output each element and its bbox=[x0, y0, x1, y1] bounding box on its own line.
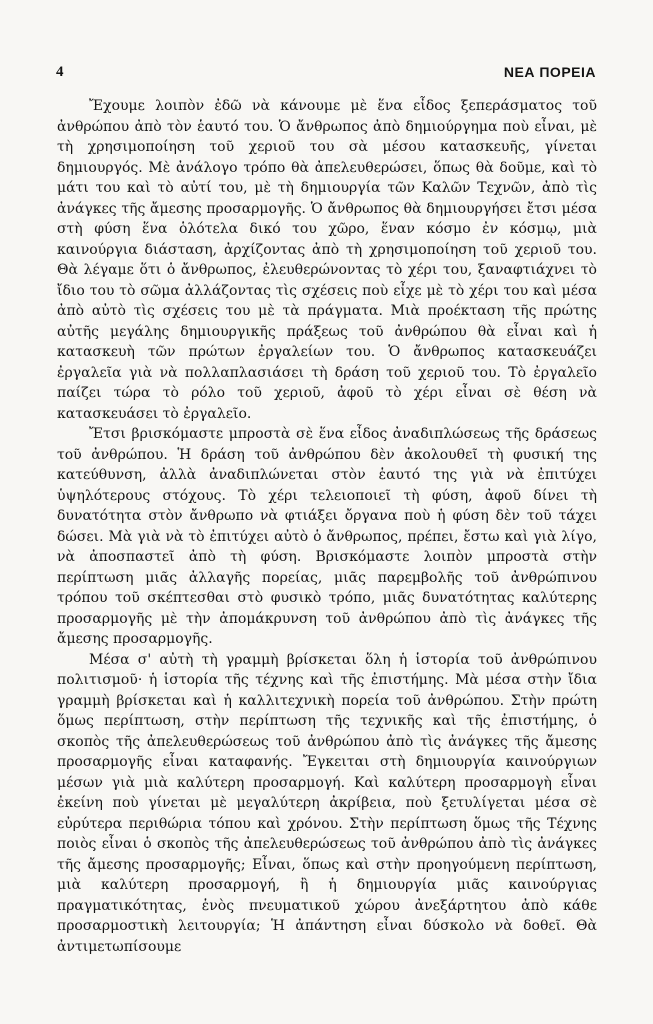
page-header bbox=[56, 64, 596, 84]
journal-title: ΝΕΑ ΠΟΡΕΙΑ bbox=[503, 64, 596, 80]
page-number: 4 bbox=[56, 64, 64, 80]
article-body bbox=[57, 96, 597, 957]
paragraph: Μέσα σ' αὐτὴ τὴ γραμμὴ βρίσκεται ὅλη ἡ ἱστορία τοῦ ἀνθρώπινου πολιτισμοῦ· ἡ ἱστορία τῆς τέχνης καὶ τῆς ἐπιστήμης. Μὰ μέσα στὴν ἴδια γραμμὴ βρίσκεται καὶ ἡ καλλιτεχνικὴ πορεία τοῦ ἀνθρώπου. Στὴν πρώτη ὅμως περίπτωση, στὴν περίπτωση τῆς τεχνικῆς καὶ τῆς ἐπιστήμης, ὁ σκοπὸς τῆς ἀπελευθερώσεως τοῦ ἀνθρώπου ἀπὸ τὶς ἀνάγκες τῆς ἄμεσης προσαρμογῆς εἶναι καταφανής. Ἔγκειται στὴ δημιουργία καινούργιων μέσων γιὰ μιὰ καλύτερη προσαρμογή. Καὶ καλύτερη προσαρμογὴ εἶναι ἐκείνη ποὺ γίνεται μὲ μεγαλύτερη ἀκρίβεια, ποὺ ξετυλίγεται μέσα σὲ εὐρύτερα περιθώρια τόπου καὶ χρόνου. Στὴν περίπτωση ὅμως τῆς Τέχνης ποιὸς εἶναι ὁ σκοπὸς τῆς ἀπελευθερώσεως τοῦ ἀνθρώπου ἀπὸ τὶς ἀνάγκες τῆς ἄμεσης προσαρμογῆς; Εἶναι, ὅπως καὶ στὴν προηγούμενη περίπτωση, μιὰ καλύτερη προσαρμογή, ἢ ἡ δημιουργία μιᾶς καινούργιας πραγματικότητας, ἑνὸς πνευματικοῦ χώρου ἀνεξάρτητου ἀπὸ κάθε προσαρμοστικὴ λειτουργία; Ἡ ἀπάντηση εἶναι δύσκολο νὰ δοθεῖ. Θὰ ἀντιμετωπίσουμε bbox=[57, 651, 597, 955]
paragraph: Ἔχουμε λοιπὸν ἐδῶ νὰ κάνουμε μὲ ἕνα εἶδος ξεπεράσματος τοῦ ἀνθρώπου ἀπὸ τὸν ἑαυτό του. Ὁ ἄνθρωπος ἀπὸ δημιούργημα ποὺ εἶναι, μὲ τὴ χρησιμοποίηση τοῦ χεριοῦ του σὰ μέσου κατασκευῆς, γίνεται δημιουργός. Μὲ ἀνάλογο τρόπο θὰ ἀπελευθερώσει, ὅπως θὰ δοῦμε, καὶ τὸ μάτι του καὶ τὸ αὐτί του, μὲ τὴ δημιουργία τῶν Καλῶν Τεχνῶν, ἀπὸ τὶς ἀνάγκες τῆς ἄμεσης προσαρμογῆς. Ὁ ἄνθρωπος θὰ δημιουργήσει ἔτσι μέσα στὴ φύση ἕνα ὁλότελα δικό του χῶρο, ἕναν κόσμο ἐν κόσμῳ, μιὰ καινούργια διάσταση, ἀρχίζοντας ἀπὸ τὴ χρησιμοποίηση τοῦ χεριοῦ του. Θὰ λέγαμε ὅτι ὁ ἄνθρωπος, ἐλευθερώνοντας τὸ χέρι του, ξαναφτιάχνει τὸ ἴδιο του τὸ σῶμα ἀλλάζοντας τὶς σχέσεις ποὺ εἶχε μὲ τὸ χέρι του καὶ μέσα ἀπὸ αὐτὸ τὶς σχέσεις του μὲ τὰ πράγματα. Μιὰ προέκταση τῆς πρώτης αὐτῆς μεγάλης δημιουργικῆς πράξεως τοῦ ἀνθρώπου θὰ εἶναι καὶ ἡ κατασκευὴ τῶν πρώτων ἐργαλείων του. Ὁ ἄνθρωπος κατασκευάζει ἐργαλεῖα γιὰ νὰ πολλαπλασιάσει τὴ δράση τοῦ χεριοῦ του. Τὸ ἐργαλεῖο παίζει τώρα τὸ ρόλο τοῦ χεριοῦ, ἀφοῦ τὸ χέρι εἶναι σὲ θέση νὰ κατασκευάσει τὸ ἐργαλεῖο. bbox=[57, 98, 597, 422]
paragraph: Ἔτσι βρισκόμαστε μπροστὰ σὲ ἕνα εἶδος ἀναδιπλώσεως τῆς δράσεως τοῦ ἀνθρώπου. Ἡ δράση τοῦ ἀνθρώπου δὲν ἀκολουθεῖ τὴ φυσική της κατεύθυνση, ἀλλὰ ἀναδιπλώνεται στὸν ἑαυτό της γιὰ νὰ ἐπιτύχει ὑψηλότερους στόχους. Τὸ χέρι τελειοποιεῖ τὴ φύση, ἀφοῦ δίνει τὴ δυνατότητα στὸν ἄνθρωπο νὰ φτιάξει ὄργανα ποὺ ἡ φύση δὲν τοῦ τάχει δώσει. Μὰ γιὰ νὰ τὸ ἐπιτύχει αὐτὸ ὁ ἄνθρωπος, πρέπει, ἔστω καὶ γιὰ λίγο, νὰ ἀποσπαστεῖ ἀπὸ τὴ φύση. Βρισκόμαστε λοιπὸν μπροστὰ στὴν περίπτωση μιᾶς ἀλλαγῆς πορείας, μιᾶς παρεμβολῆς τοῦ ἀνθρώπινου τρόπου τοῦ σκέπτεσθαι στὸ φυσικὸ τρόπο, μιᾶς δυνατότητας καλύτερης προσαρμογῆς μὲ τὴν ἀπομάκρυνση τοῦ ἀνθρώπου ἀπὸ τὶς ἀνάγκες τῆς ἄμεσης προσαρμογῆς. bbox=[57, 426, 597, 647]
